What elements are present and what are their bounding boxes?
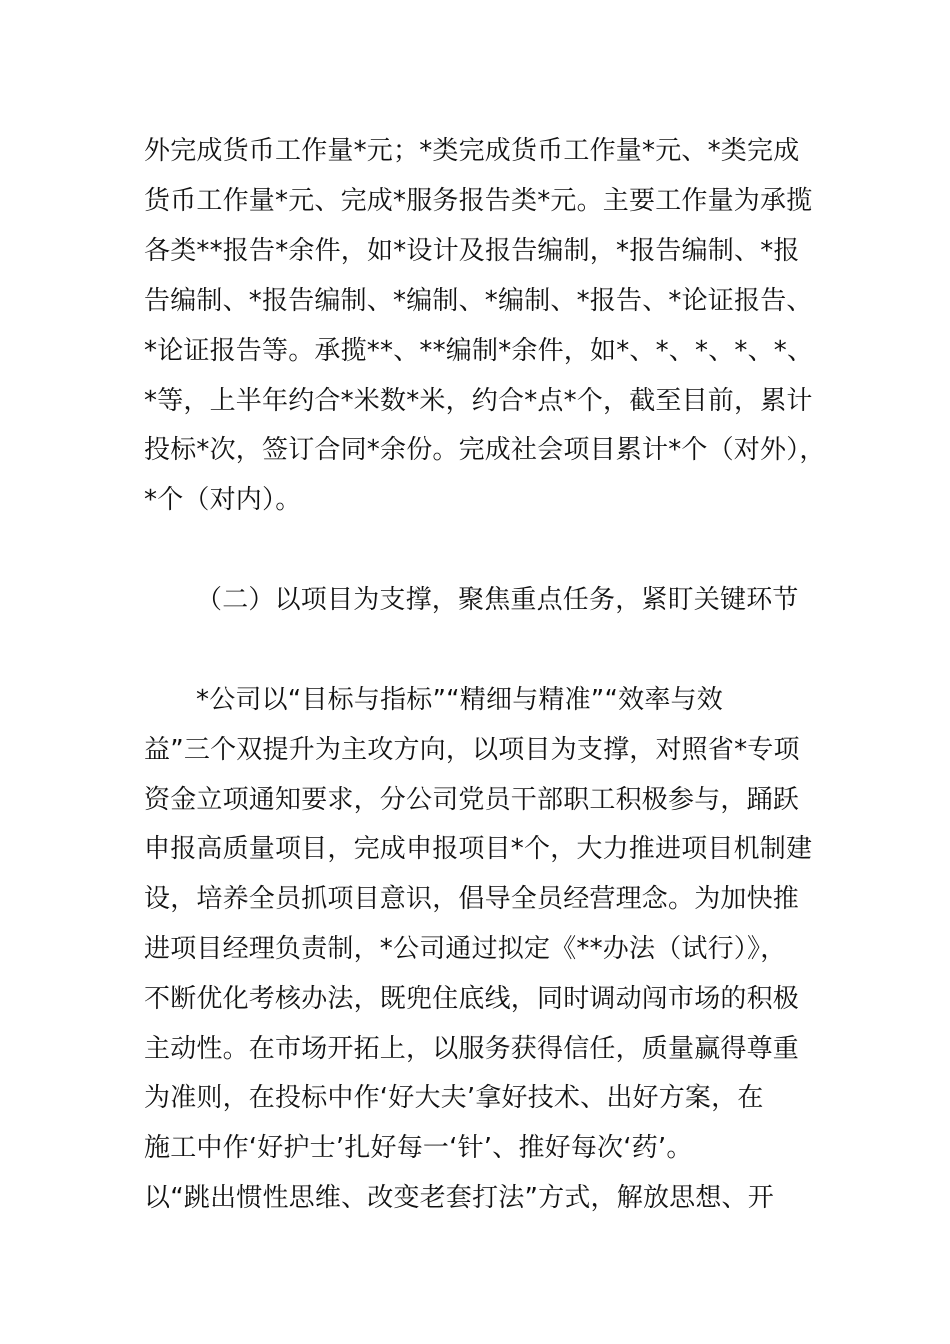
paragraph-1-line-8: *个（对内）。 bbox=[144, 485, 302, 515]
paragraph-2-line-10: 施工中作‘好护士’扎好每一‘针’、推好每次‘药’。 bbox=[144, 1133, 693, 1163]
paragraph-2-line-11: 以“跳出惯性思维、改变老套打法”方式，解放思想、开 bbox=[144, 1183, 774, 1213]
paragraph-2-line-4: 申报高质量项目，完成申报项目*个，大力推进项目机制建 bbox=[144, 834, 813, 864]
paragraph-2-line-5: 设，培养全员抓项目意识，倡导全员经营理念。为加快推 bbox=[144, 884, 800, 914]
paragraph-1-line-4: 告编制、*报告编制、*编制、*编制、*报告、*论证报告、 bbox=[144, 286, 813, 316]
paragraph-2-line-9: 为准则，在投标中作‘好大夫’拿好技术、出好方案，在 bbox=[144, 1083, 764, 1113]
paragraph-1-line-6: *等，上半年约合*米数*米，约合*点*个，截至目前，累计 bbox=[144, 386, 813, 416]
paragraph-1-line-5: *论证报告等。承揽**、**编制*余件，如*、*、*、*、*、 bbox=[144, 336, 814, 366]
paragraph-2-line-2: 益”三个双提升为主攻方向，以项目为支撑，对照省*专项 bbox=[144, 735, 800, 765]
paragraph-2-line-1: *公司以“目标与指标”“精细与精准”“效率与效 bbox=[196, 685, 723, 715]
paragraph-2-line-3: 资金立项通知要求，分公司党员干部职工积极参与，踊跃 bbox=[144, 785, 800, 815]
paragraph-1-line-1: 外完成货币工作量*元；*类完成货币工作量*元、*类完成 bbox=[144, 136, 800, 166]
paragraph-2-line-7: 不断优化考核办法，既兜住底线，同时调动闯市场的积极 bbox=[144, 984, 800, 1014]
paragraph-1-line-2: 货币工作量*元、完成*服务报告类*元。主要工作量为承揽 bbox=[144, 186, 813, 216]
paragraph-2-line-8: 主动性。在市场开拓上，以服务获得信任，质量赢得尊重 bbox=[144, 1034, 800, 1064]
paragraph-2-line-6: 进项目经理负责制，*公司通过拟定《**办法（试行）》， bbox=[144, 934, 787, 964]
paragraph-1-line-7: 投标*次，签订合同*余份。完成社会项目累计*个（对外）， bbox=[144, 435, 826, 465]
paragraph-1-line-3: 各类**报告*余件，如*设计及报告编制，*报告编制、*报 bbox=[144, 236, 800, 266]
section-heading: （二）以项目为支撑，聚焦重点任务，紧盯关键环节 bbox=[196, 585, 799, 615]
